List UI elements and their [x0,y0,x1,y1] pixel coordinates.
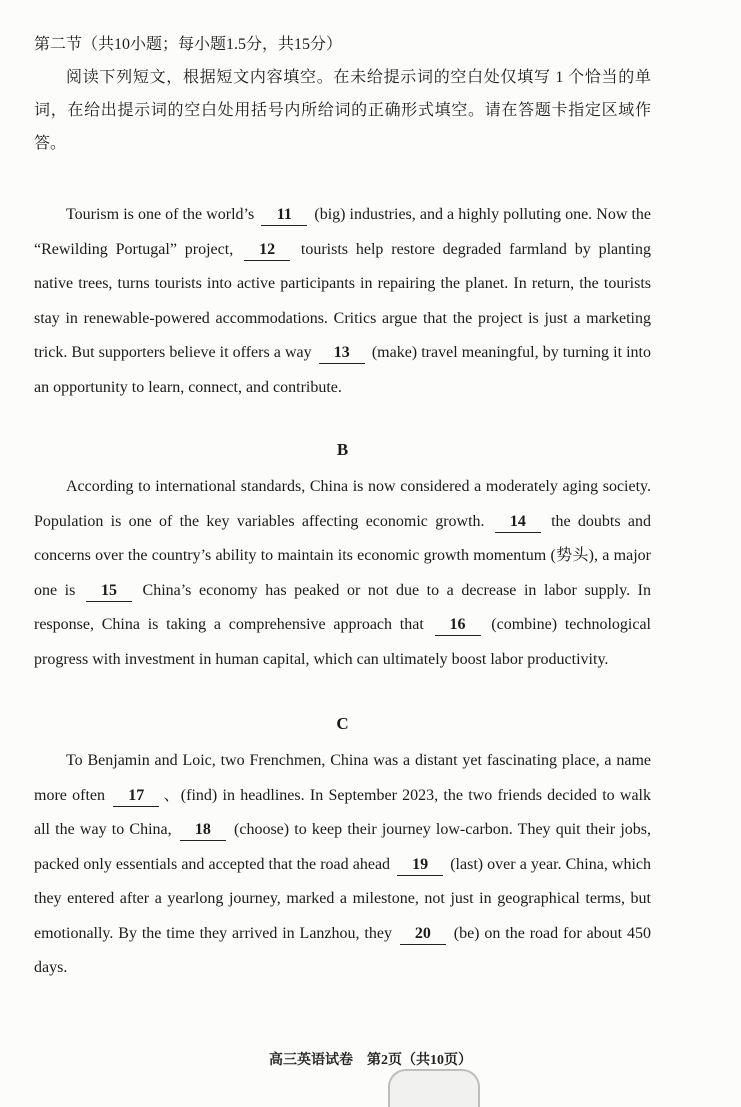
fill-blank-13: 13 [319,344,365,364]
passage-c-text: To Benjamin and Loic, two Frenchmen, China was a distant yet fascinating place, a name more often 17 、(find) in headlines. In September 2023, the two friends decided to walk all the way to China, 18 (choose) to keep their journey low-carbon. They quit their jobs, packed only essentials and accepted that the road ahead 19 (last) over a year. China, which they entered after a yearlong journey, marked a milestone, not just in geographical terms, but emotionally. By the time they arrived in Lanzhou, they 20 (be) on the road for about 450 days. [34,752,652,976]
passage-b-text: According to international standards, China is now considered a moderately aging society. Population is one of the key variables affecting economic growth. 14 the doubts and concerns over the country’s ability to maintain its economic growth momentum (势头), a major one is 15 China’s economy has peaked or not due to a decrease in labor supply. In response, China is taking a comprehensive approach that 16 (combine) technological progress with investment in human capital, which can ultimately boost labor productivity. [34,478,652,668]
passage-b-label: B [336,440,349,459]
section-heading: 第二节（共10小题；每小题1.5分，共15分） [34,36,343,53]
fill-blank-14: 14 [495,513,541,533]
fill-blank-18: 18 [180,821,226,841]
page-footer: 高三英语试卷 第2页（共10页） [269,1053,472,1068]
passage-c-label: C [336,714,349,733]
fill-blank-15: 15 [86,582,132,602]
fill-blank-16: 16 [435,616,481,636]
fill-blank-19: 19 [397,856,443,876]
passage-a-text: Tourism is one of the world’s 11 (big) industries, and a highly polluting one. Now the “Rewilding Portugal” project, 12 tourists help restore degraded farmland by planting native trees, turns tourists into active participants in repairing the planet. In return, the tourists stay in renewable-powered accommodations. Critics argue that the project is just a marketing trick. But supporters believe it offers a way 13 (make) travel meaningful, by turning it into an opportunity to learn, connect, and contribute. [34,206,652,396]
fill-blank-11: 11 [261,206,307,226]
scan-artifact [388,1069,480,1107]
fill-blank-17: 17 [113,787,159,807]
section-instructions: 阅读下列短文，根据短文内容填空。在未给提示词的空白处仅填写 1 个恰当的单词，在给出提示词的空白处用括号内所给词的正确形式填空。请在答题卡指定区域作答。 [34,69,651,152]
fill-blank-12: 12 [244,241,290,261]
fill-blank-20: 20 [400,925,446,945]
